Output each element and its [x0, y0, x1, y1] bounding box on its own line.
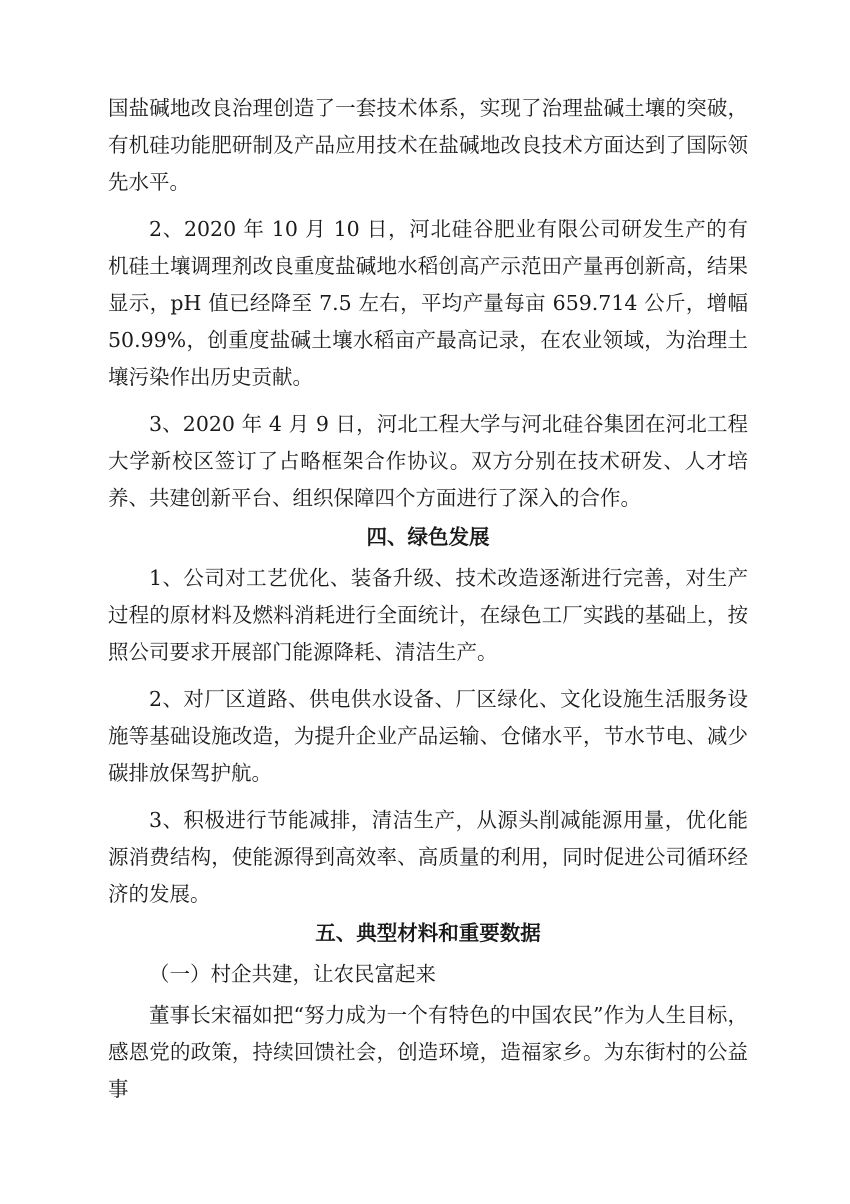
spacer — [108, 792, 748, 802]
typical-paragraph-1: 董事长宋福如把“努力成为一个有特色的中国农民”作为人生目标，感恩党的政策，持续回馈社会，创造环境，造福家乡。为东街村的公益事 — [108, 1003, 748, 1101]
paragraph-item-2: 2、2020 年 10 月 10 日，河北硅谷肥业有限公司研发生产的有机硅土壤调理剂改良重度盐碱地水稻创高产示范田产量再创新高，结果显示，pH 值已经降至 7.5 左右，平均产量每亩 659.714 公斤，增幅 50.99%，创重度盐碱土壤水稻亩产最高记录，在农业领域，为治理土壤污染作出历史贡献。 — [108, 217, 748, 389]
green-paragraph-2: 2、对厂区道路、供电供水设备、厂区绿化、文化设施生活服务设施等基础设施改造，为提升企业产品运输、仓储水平，节水节电、减少碳排放保驾护航。 — [108, 687, 748, 785]
paragraph-continued: 国盐碱地改良治理创造了一套技术体系，实现了治理盐碱土壤的突破，有机硅功能肥研制及产品应用技术在盐碱地改良技术方面达到了国际领先水平。 — [108, 96, 748, 194]
green-paragraph-3: 3、积极进行节能减排，清洁生产，从源头削减能源用量，优化能源消费结构，使能源得到高效率、高质量的利用，同时促进公司循环经济的发展。 — [108, 808, 748, 906]
paragraph-item-3: 3、2020 年 4 月 9 日，河北工程大学与河北硅谷集团在河北工程大学新校区签订了占略框架合作协议。双方分别在技术研发、人才培养、共建创新平台、组织保障四个方面进行了深入的合作。 — [108, 412, 748, 510]
section-heading-green-development: 四、绿色发展 — [366, 525, 490, 549]
section-heading-typical-materials: 五、典型材料和重要数据 — [315, 921, 541, 945]
spacer — [108, 201, 748, 211]
green-paragraph-1: 1、公司对工艺优化、装备升级、技术改造逐渐进行完善，对生产过程的原材料及燃料消耗进行全面统计，在绿色工厂实践的基础上，按照公司要求开展部门能源降耗、清洁生产。 — [108, 566, 748, 664]
spacer — [108, 671, 748, 681]
spacer — [108, 396, 748, 406]
document-body — [108, 90, 748, 1108]
subsection-heading: （一）村企共建，让农民富起来 — [149, 962, 436, 986]
